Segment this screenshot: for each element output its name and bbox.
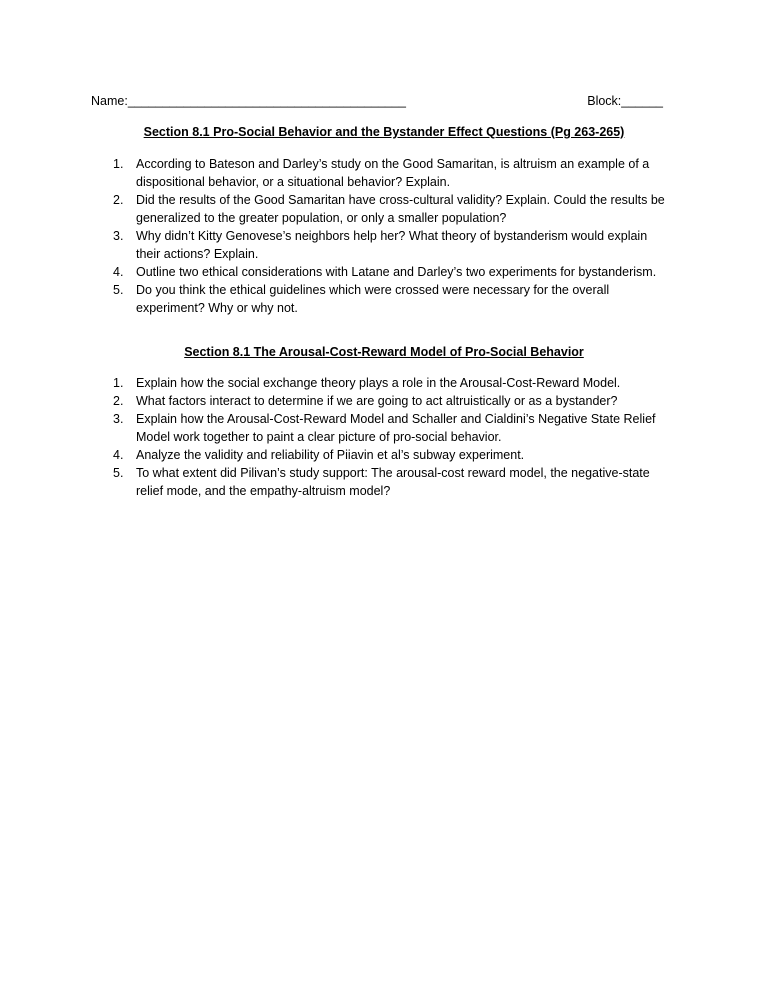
question-number: 3. — [113, 229, 124, 243]
question-number: 1. — [113, 157, 124, 171]
section-title-arousal-cost-reward: Section 8.1 The Arousal-Cost-Reward Model of Pro-Social Behavior — [184, 345, 584, 359]
question-list-arousal-cost-reward — [113, 374, 673, 500]
question-text: To what extent did Pilivan’s study support: The arousal-cost reward model, the negative-state relief mode, and the empathy-altruism model? — [136, 466, 650, 498]
question-text: According to Bateson and Darley’s study on the Good Samaritan, is altruism an example of a dispositional behavior, or a situational behavior? Explain. — [136, 157, 650, 189]
list-item — [113, 191, 673, 227]
list-item — [113, 374, 673, 392]
question-text: Outline two ethical considerations with Latane and Darley’s two experiments for bystanderism. — [136, 265, 657, 279]
list-item — [113, 410, 673, 446]
question-number: 5. — [113, 283, 124, 297]
question-text: Why didn’t Kitty Genovese’s neighbors help her? What theory of bystanderism would explain their actions? Explain. — [136, 229, 648, 261]
question-number: 2. — [113, 193, 124, 207]
question-text: Explain how the Arousal-Cost-Reward Model and Schaller and Cialdini’s Negative State Relief Model work together to paint a clear picture of pro-social behavior. — [136, 412, 656, 444]
list-item — [113, 227, 673, 263]
question-list-bystander — [113, 155, 673, 317]
question-number: 4. — [113, 448, 124, 462]
question-number: 1. — [113, 376, 124, 390]
block-field[interactable]: Block:______ — [587, 94, 663, 108]
list-item — [113, 263, 673, 281]
list-item — [113, 464, 673, 500]
question-number: 2. — [113, 394, 124, 408]
question-number: 4. — [113, 265, 124, 279]
list-item — [113, 446, 673, 464]
name-field[interactable]: Name:________________________________________ — [91, 94, 406, 108]
question-number: 3. — [113, 412, 124, 426]
question-text: Did the results of the Good Samaritan have cross-cultural validity? Explain. Could the results be generalized to the greater population, or only a smaller population? — [136, 193, 665, 225]
list-item — [113, 392, 673, 410]
header-row — [91, 92, 663, 110]
question-text: Analyze the validity and reliability of Piiavin et al’s subway experiment. — [136, 448, 525, 462]
list-item — [113, 281, 673, 317]
question-text: Do you think the ethical guidelines which were crossed were necessary for the overall experiment? Why or why not. — [136, 283, 610, 315]
question-text: Explain how the social exchange theory plays a role in the Arousal-Cost-Reward Model. — [136, 376, 621, 390]
question-number: 5. — [113, 466, 124, 480]
list-item — [113, 155, 673, 191]
section-title-bystander: Section 8.1 Pro-Social Behavior and the Bystander Effect Questions (Pg 263-265) — [143, 125, 625, 139]
question-text: What factors interact to determine if we are going to act altruistically or as a bystander? — [136, 394, 618, 408]
